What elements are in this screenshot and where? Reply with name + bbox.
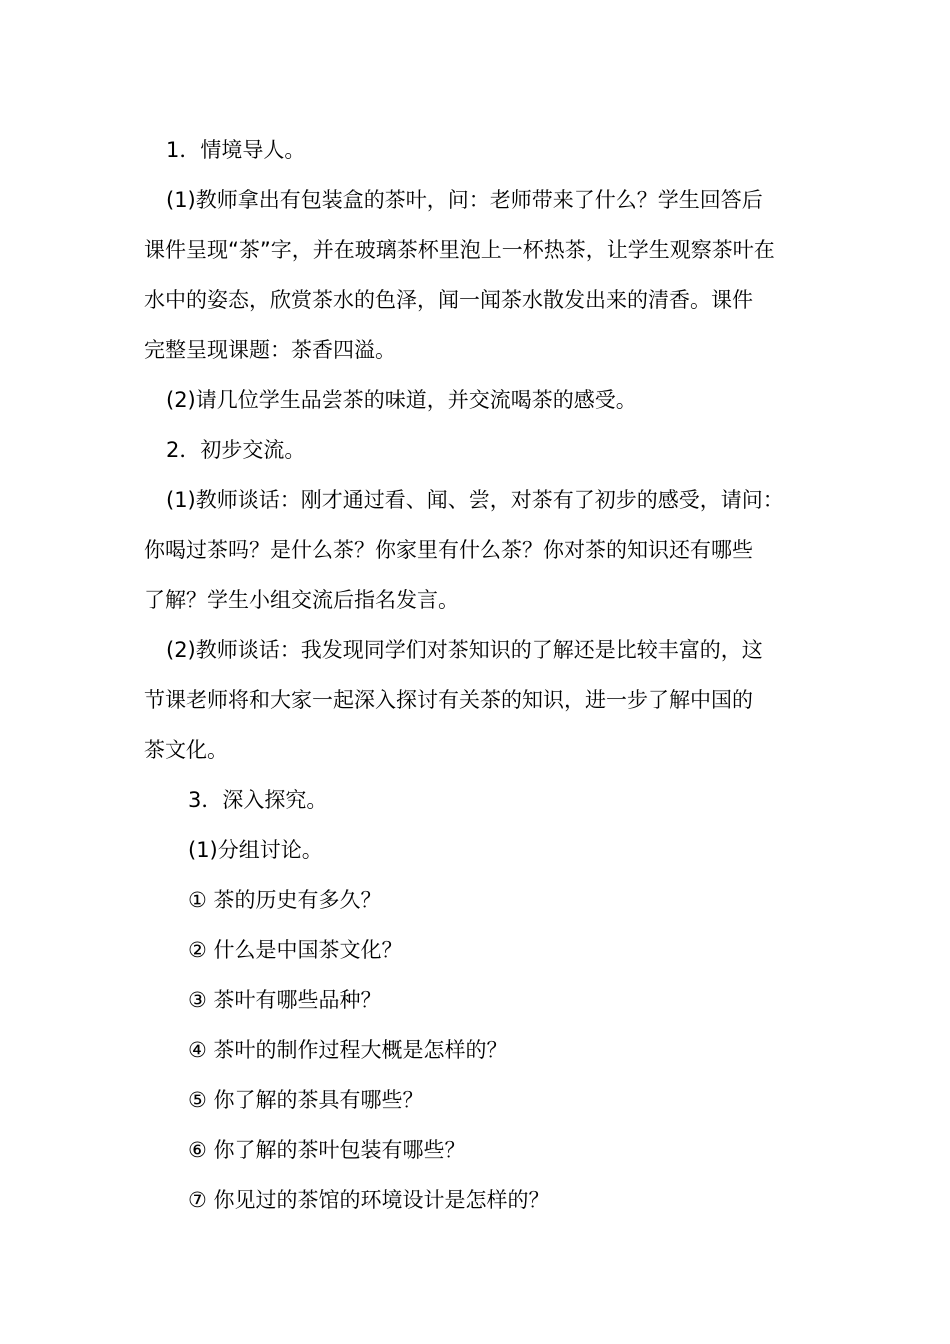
list-item: ③ 茶叶有哪些品种？ (188, 988, 382, 1012)
document-body (144, 125, 824, 1225)
paragraph-line: 了解？学生小组交流后指名发言。 (144, 588, 459, 612)
list-item: ⑥ 你了解的茶叶包装有哪些？ (188, 1138, 466, 1162)
section-heading-3: 3．深入探究。 (188, 788, 328, 812)
section-heading-2: 2．初步交流。 (166, 438, 306, 462)
paragraph-line: (2)请几位学生品尝茶的味道，并交流喝茶的感受。 (166, 388, 637, 412)
paragraph-line: 水中的姿态，欣赏茶水的色泽，闻一闻茶水散发出来的清香。课件 (144, 288, 753, 312)
list-item: ⑦ 你见过的茶馆的环境设计是怎样的？ (188, 1188, 550, 1212)
paragraph-line: (1)教师拿出有包装盒的茶叶，问：老师带来了什么？学生回答后 (166, 188, 763, 212)
paragraph-line: (2)教师谈话：我发现同学们对茶知识的了解还是比较丰富的，这 (166, 638, 763, 662)
paragraph-line: 节课老师将和大家一起深入探讨有关茶的知识，进一步了解中国的 (144, 688, 753, 712)
list-item: ② 什么是中国茶文化？ (188, 938, 403, 962)
paragraph-line: 茶文化。 (144, 738, 228, 762)
paragraph-line: 课件呈现“茶”字，并在玻璃茶杯里泡上一杯热茶，让学生观察茶叶在 (144, 238, 775, 262)
section-heading-1: 1．情境导人。 (166, 138, 306, 162)
list-item: ⑤ 你了解的茶具有哪些？ (188, 1088, 424, 1112)
list-item: ④ 茶叶的制作过程大概是怎样的？ (188, 1038, 508, 1062)
sub-heading: (1)分组讨论。 (188, 838, 323, 862)
list-item: ① 茶的历史有多久？ (188, 888, 382, 912)
paragraph-line: 你喝过茶吗？是什么茶？你家里有什么茶？你对茶的知识还有哪些 (144, 538, 753, 562)
paragraph-line: (1)教师谈话：刚才通过看、闻、尝，对茶有了初步的感受，请问： (166, 488, 784, 512)
paragraph-line: 完整呈现课题：茶香四溢。 (144, 338, 396, 362)
